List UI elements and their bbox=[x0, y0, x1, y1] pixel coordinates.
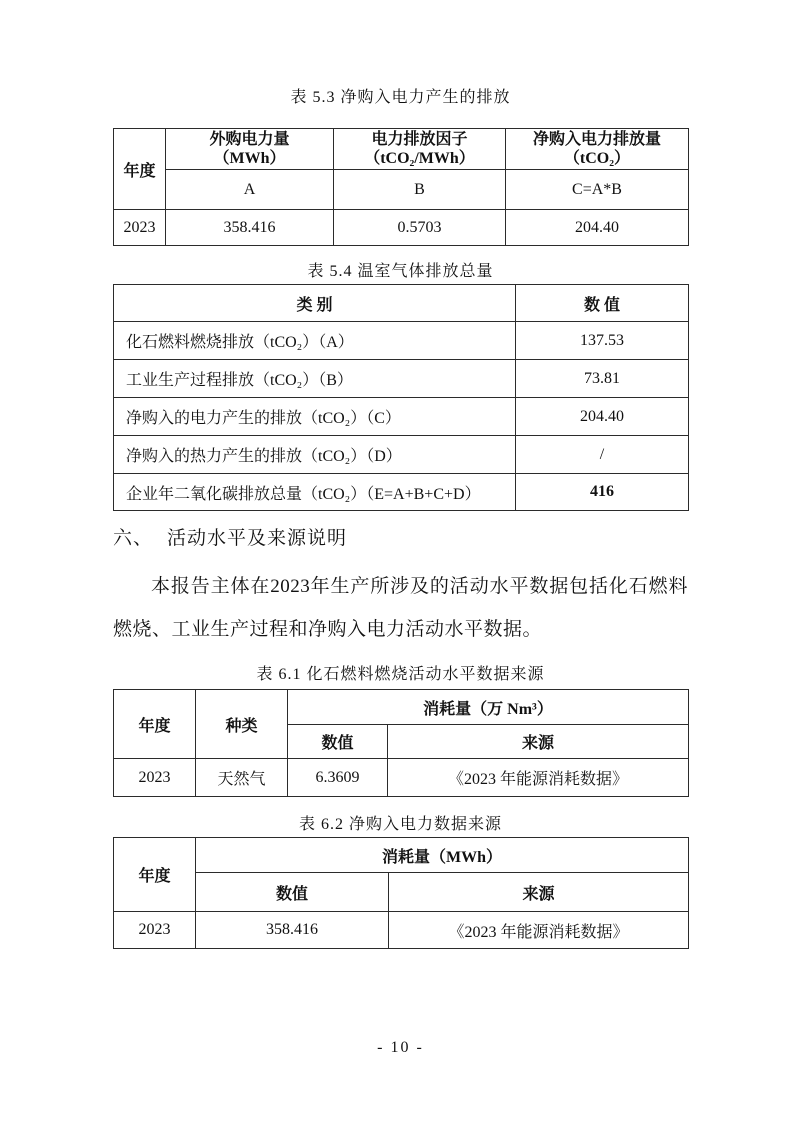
table-6-1-data-row bbox=[114, 759, 689, 797]
table-6-1 bbox=[113, 689, 689, 797]
table-6-2-value-header: 数值 bbox=[196, 873, 389, 912]
table-6-2-source-header: 来源 bbox=[389, 873, 689, 912]
table-6-2-header-row-1 bbox=[114, 838, 689, 873]
table-5-4-value-header: 数 值 bbox=[516, 285, 689, 322]
table-5-3-emission-factor-value: 0.5703 bbox=[334, 210, 506, 246]
table-5-3-header-row-2 bbox=[114, 170, 689, 210]
table-6-1-consumption-header: 消耗量（万 Nm³） bbox=[288, 690, 689, 725]
table-5-4-row-heat bbox=[114, 436, 689, 474]
table-5-3-col2-header-line1: 电力排放因子 bbox=[371, 131, 468, 148]
table-6-1-year-header: 年度 bbox=[114, 690, 196, 759]
table-5-3 bbox=[113, 128, 689, 246]
table-5-4-category-header: 类 别 bbox=[114, 285, 516, 322]
table-5-4-row-fossil-label: 化石燃料燃烧排放（tCO₂）（A） bbox=[114, 322, 516, 360]
table-5-4-header-row bbox=[114, 285, 689, 322]
table-6-1-type-header: 种类 bbox=[196, 690, 288, 759]
table-5-3-code-a: A bbox=[166, 170, 334, 210]
table-5-3-col1-header-line1: 外购电力量 bbox=[209, 131, 290, 148]
table-6-1-title: 表 6.1 化石燃料燃烧活动水平数据来源 bbox=[256, 666, 545, 683]
section-number: 六、 bbox=[113, 528, 154, 549]
table-5-3-col1-header-line2: （MWh） bbox=[213, 150, 286, 167]
page-content bbox=[113, 0, 688, 1059]
table-6-2-header-row-2 bbox=[114, 873, 689, 912]
section-heading-text: 活动水平及来源说明 bbox=[167, 528, 348, 549]
table-6-2-source-value: 《2023 年能源消耗数据》 bbox=[389, 912, 689, 949]
table-5-3-emission-amount-value: 204.40 bbox=[506, 210, 689, 246]
table-6-1-consumption-value: 6.3609 bbox=[288, 759, 388, 797]
table-5-4-row-total-label: 企业年二氧化碳排放总量（tCO₂）（E=A+B+C+D） bbox=[114, 474, 516, 511]
table-6-2-year-header: 年度 bbox=[114, 838, 196, 912]
table-5-3-col2-header bbox=[334, 129, 506, 170]
table-6-2-consumption-header: 消耗量（MWh） bbox=[196, 838, 689, 873]
table-5-3-title: 表 5.3 净购入电力产生的排放 bbox=[290, 89, 511, 106]
table-5-4-row-electricity-value: 204.40 bbox=[516, 398, 689, 436]
table-6-1-value-header: 数值 bbox=[288, 725, 388, 759]
table-5-4-row-electricity bbox=[114, 398, 689, 436]
page-number: - 10 - bbox=[377, 1039, 424, 1056]
table-5-4-row-fossil bbox=[114, 322, 689, 360]
table-6-2 bbox=[113, 837, 689, 949]
table-5-3-code-c: C=A*B bbox=[506, 170, 689, 210]
table-5-4-row-electricity-label: 净购入的电力产生的排放（tCO₂）（C） bbox=[114, 398, 516, 436]
table-5-3-code-b: B bbox=[334, 170, 506, 210]
table-6-2-data-row bbox=[114, 912, 689, 949]
table-5-4-row-industrial bbox=[114, 360, 689, 398]
table-5-3-header-row-1 bbox=[114, 129, 689, 170]
table-5-4-title: 表 5.4 温室气体排放总量 bbox=[307, 263, 494, 280]
table-5-3-col3-header-line1: 净购入电力排放量 bbox=[532, 131, 661, 148]
table-5-4-row-total-value: 416 bbox=[516, 474, 689, 511]
section-heading bbox=[113, 525, 688, 553]
table-5-4-row-industrial-value: 73.81 bbox=[516, 360, 689, 398]
table-6-2-year-value: 2023 bbox=[114, 912, 196, 949]
body-paragraph: 本报告主体在2023年生产所涉及的活动水平数据包括化石燃料燃烧、工业生产过程和净购入电力活动水平数据。 bbox=[113, 576, 688, 640]
table-6-1-year-value: 2023 bbox=[114, 759, 196, 797]
table-6-2-consumption-value: 358.416 bbox=[196, 912, 389, 949]
table-5-4 bbox=[113, 284, 689, 511]
table-5-4-row-heat-label: 净购入的热力产生的排放（tCO₂）（D） bbox=[114, 436, 516, 474]
table-5-3-col2-header-line2: （tCO₂/MWh） bbox=[364, 150, 475, 167]
table-6-1-fuel-type-value: 天然气 bbox=[196, 759, 288, 797]
table-5-4-row-total bbox=[114, 474, 689, 511]
table-5-4-row-industrial-label: 工业生产过程排放（tCO₂）（B） bbox=[114, 360, 516, 398]
table-5-3-year-header: 年度 bbox=[114, 129, 166, 210]
table-6-1-source-header: 来源 bbox=[388, 725, 689, 759]
table-5-4-row-fossil-value: 137.53 bbox=[516, 322, 689, 360]
table-5-3-purchased-power-value: 358.416 bbox=[166, 210, 334, 246]
table-5-4-row-heat-value: / bbox=[516, 436, 689, 474]
table-5-3-col1-header bbox=[166, 129, 334, 170]
table-6-1-header-row-1 bbox=[114, 690, 689, 725]
table-5-3-col3-header bbox=[506, 129, 689, 170]
table-5-3-year-value: 2023 bbox=[114, 210, 166, 246]
table-5-3-data-row bbox=[114, 210, 689, 246]
table-5-3-col3-header-line2: （tCO₂） bbox=[563, 150, 631, 167]
table-6-2-title: 表 6.2 净购入电力数据来源 bbox=[298, 816, 502, 833]
table-6-1-source-value: 《2023 年能源消耗数据》 bbox=[388, 759, 689, 797]
